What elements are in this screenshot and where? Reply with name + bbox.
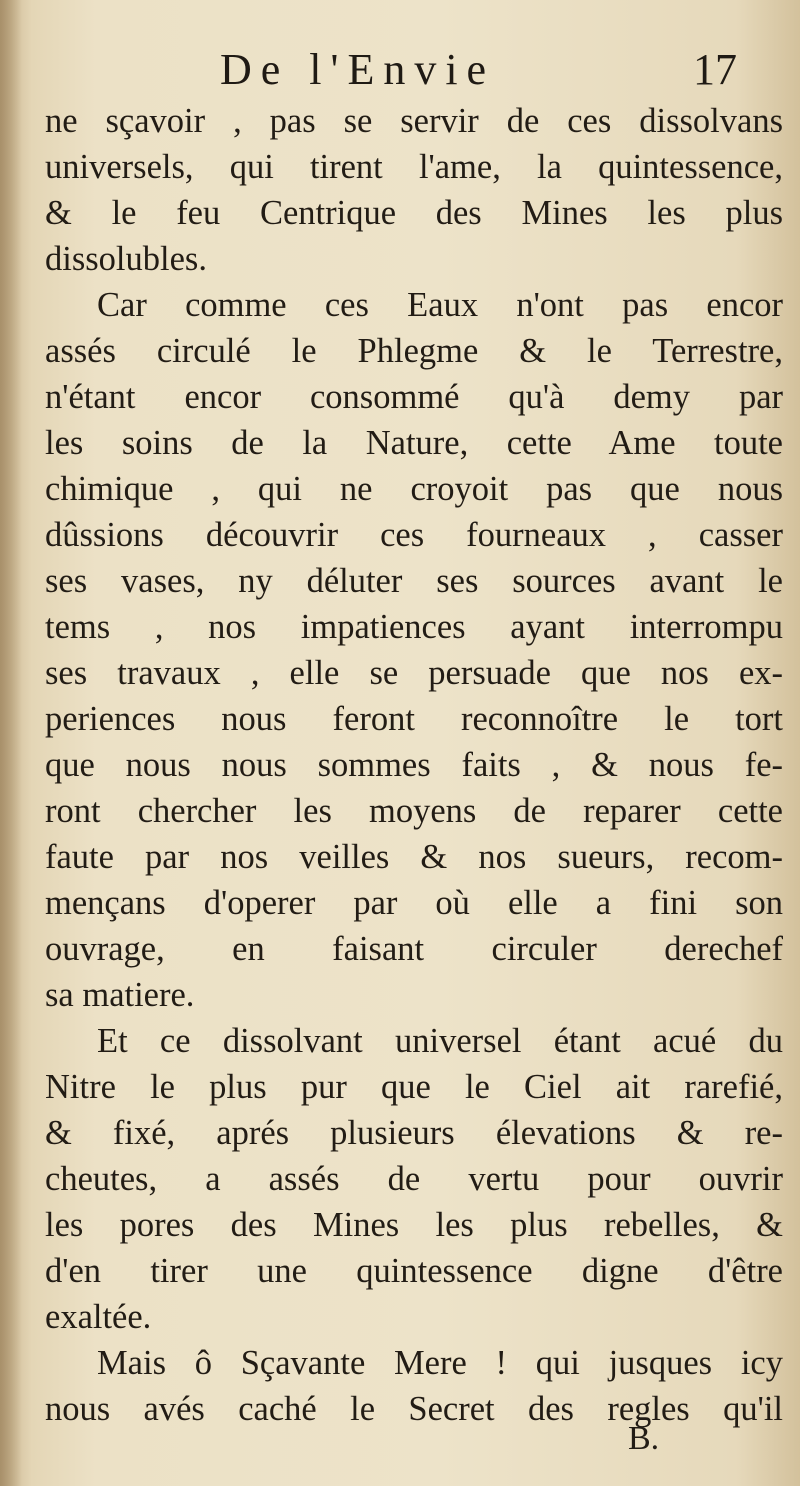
text-line: dûssions découvrir ces fourneaux , casser [45,516,783,554]
text-line: Et ce dissolvant universel étant acué du [97,1022,783,1060]
text-line: cheutes, a assés de vertu pour ouvrir [45,1160,783,1198]
text-line: periences nous feront reconnoître le tort [45,700,783,738]
text-line: n'étant encor consommé qu'à demy par [45,378,783,416]
text-line: sa matiere. [45,976,195,1014]
text-line: Car comme ces Eaux n'ont pas encor [97,286,783,324]
text-line: universels, qui tirent l'ame, la quintessence, [45,148,783,186]
page-gutter-shadow [0,0,22,1486]
page-header [0,44,800,104]
text-line: dissolubles. [45,240,207,278]
text-line: & fixé, aprés plusieurs élevations & re- [45,1114,783,1152]
text-line: exaltée. [45,1298,152,1336]
text-line: ront chercher les moyens de reparer cette [45,792,783,830]
text-line: d'en tirer une quintessence digne d'être [45,1252,783,1290]
text-line: assés circulé le Phlegme & le Terrestre, [45,332,783,370]
text-line: mençans d'operer par où elle a fini son [45,884,783,922]
running-title: De l'Envie [220,45,496,94]
text-line: ses vases, ny déluter ses sources avant le [45,562,783,600]
text-line: Nitre le plus pur que le Ciel ait rarefié, [45,1068,783,1106]
text-line: ses travaux , elle se persuade que nos ex- [45,654,783,692]
text-line: les pores des Mines les plus rebelles, & [45,1206,783,1244]
text-line: ouvrage, en faisant circuler derechef [45,930,783,968]
text-line: tems , nos impatiences ayant interrompu [45,608,783,646]
text-line: chimique , qui ne croyoit pas que nous [45,470,783,508]
text-line: faute par nos veilles & nos sueurs, recom- [45,838,783,876]
paragraph [45,1340,790,1432]
paragraph [45,98,790,282]
paragraph [45,282,790,1018]
text-line: ne sçavoir , pas se servir de ces dissolvans [45,102,783,140]
paragraph [45,1018,790,1340]
text-line: que nous nous sommes faits , & nous fe- [45,746,783,784]
page-number: 17 [693,45,737,94]
text-line: & le feu Centrique des Mines les plus [45,194,783,232]
text-line: Mais ô Sçavante Mere ! qui jusques icy [97,1344,783,1382]
body-text [45,98,790,1432]
text-line: nous avés caché le Secret des regles qu'il [45,1390,783,1428]
text-line: les soins de la Nature, cette Ame toute [45,424,783,462]
catchword-signature: B. [628,1420,660,1457]
